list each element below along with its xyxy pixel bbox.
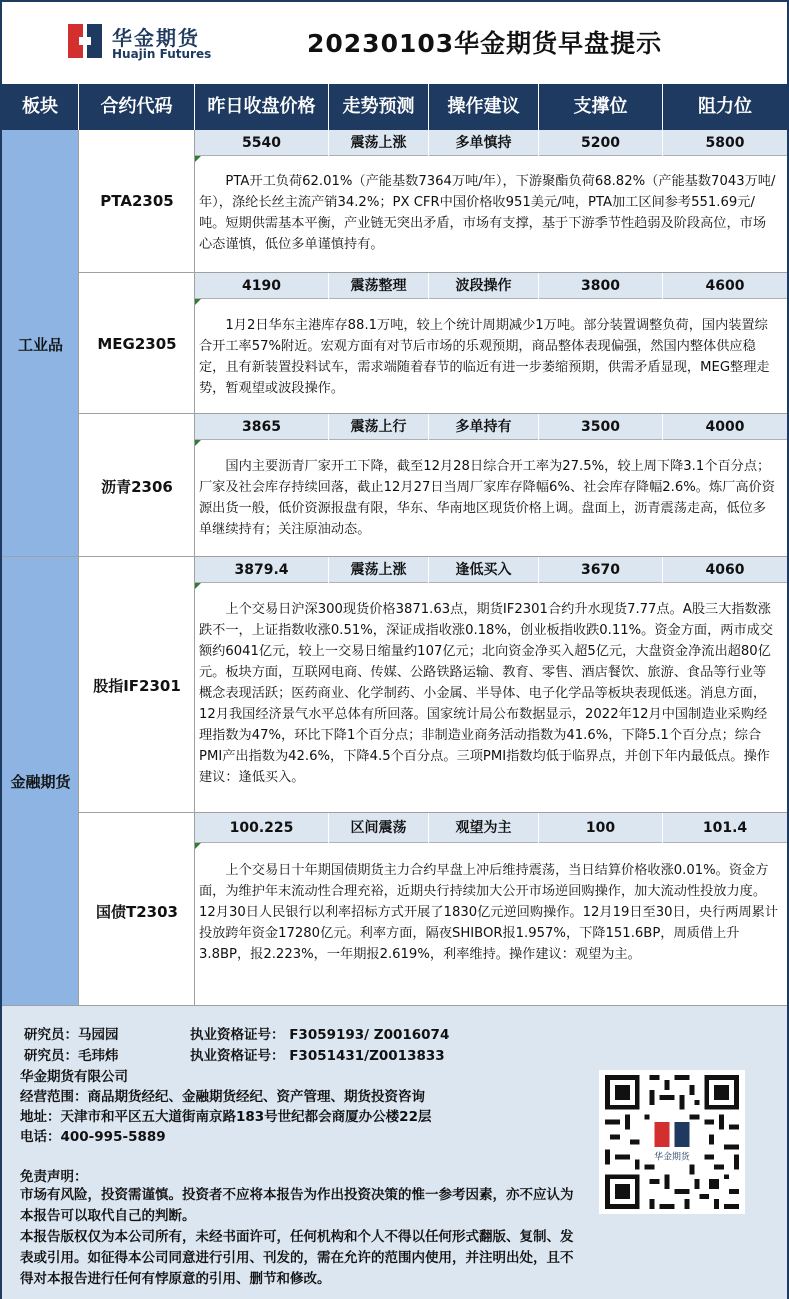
trade-advice: 逢低买入 [429,557,539,583]
contract-cell [79,273,195,414]
qr-code-icon [599,1070,745,1214]
cell-marker-icon [195,440,201,446]
qr-logo-label: 华金期货 [654,1152,690,1163]
trend-forecast: 震荡整理 [329,273,429,299]
support-level: 5200 [539,130,663,156]
trend-forecast: 震荡上行 [329,414,429,440]
report-header [2,2,787,84]
company-address: 地址：天津市和平区五大道街南京路183号世纪都会商厦办公楼22层 [20,1109,432,1125]
col-trend: 走势预测 [329,84,429,130]
trade-advice: 观望为主 [429,813,539,843]
contract-cell [79,813,195,1006]
report-title: 20230103华金期货早盘提示 [307,29,663,58]
table-row [195,130,787,156]
table-row [195,414,787,440]
support-level: 3500 [539,414,663,440]
analysis-note: PTA开工负荷62.01%（产能基数7364万吨/年），下游聚酯负荷68.82%（产能基数7043万吨/年），涤纶长丝主流产销34.2%；PX CFR中国价格收951美元/吨，PTA加工区间参考551.69元/吨。短期供需基本平衡，产业链无突出矛盾，市场有支撑，基于下游季节性趋弱及阶段高位，市场心态谨慎，低位多单谨慎持有。 [195,156,787,273]
table-header [2,84,787,130]
close-price: 100.225 [195,813,329,843]
logo-cn-text: 华金期货 [112,26,200,50]
contract-code: MEG2305 [97,335,177,353]
resistance-level: 5800 [705,135,745,151]
analysis-note: 国内主要沥青厂家开工下降，截至12月28日综合开工率为27.5%，较上周下降3.1个百分点；厂家及社会库存持续回落，截止12月27日当周厂家库存降幅6%、社会库存降幅2.6%。炼厂高价资源出货一般，低价资源报盘有限，华东、华南地区现货价格上调。盘面上，沥青震荡走高，低位多单继续持有；关注原油动态。 [195,440,787,557]
support-level: 3800 [539,273,663,299]
cell-marker-icon [195,299,201,305]
company-logo [66,20,226,66]
company-phone: 电话：400-995-5889 [20,1129,166,1145]
contract-code: 沥青2306 [101,478,173,496]
sector-label: 工业品 [17,336,63,354]
close-price: 5540 [195,130,329,156]
close-price: 4190 [195,273,329,299]
business-scope: 经营范围：商品期货经纪、金融期货经纪、资产管理、期货投资咨询 [20,1089,425,1105]
close-price: 3865 [195,414,329,440]
trend-forecast: 震荡上涨 [329,130,429,156]
close-price: 3879.4 [195,557,329,583]
trend-forecast: 区间震荡 [329,813,429,843]
analysis-note: 上个交易日沪深300现货价格3871.63点，期货IF2301合约升水现货7.77点。A股三大指数涨跌不一，上证指数收涨0.51%，深证成指收涨0.18%，创业板指收跌0.11%。资金方面，两市成交额约6041亿元，较上一交易日缩量约107亿元；北向资金净买入超5亿元，大盘资金净流出超80亿元。板块方面，互联网电商、传媒、公路铁路运输、教育、零售、酒店餐饮、旅游、食品等行业等概念表现活跃；医药商业、化学制药、小金属、半导体、电子化学品等板块表现低迷。消息方面，12月我国经济景气水平总体有所回落。国家统计局公布数据显示，2022年12月中国制造业采购经理指数为47%，环比下降1个百分点；非制造业商务活动指数为41.6%，下降5.1个百分点；综合PMI产出指数为42.6%，下降4.5个百分点。三项PMI指数均低于临界点，并创下年内最低点。操作建议：逢低买入。 [195,583,787,813]
col-resistance: 阻力位 [698,96,752,117]
disclaimer-risk: 市场有风险，投资需谨慎。投资者不应将本报告为作出投资决策的惟一参考因素，亦不应认为本报告可以取代自己的判断。 [20,1187,574,1224]
analyst-1: 研究员：马园园 [24,1027,119,1043]
logo-en-text: Huajin Futures [112,47,212,61]
analyst-2: 研究员：毛玮炜 [24,1048,119,1064]
col-contract: 合约代码 [79,84,195,130]
resistance-level: 4600 [705,278,745,294]
cert-2: 执业资格证号： F3051431/Z0013833 [190,1048,445,1064]
disclaimer-title: 免责声明： [20,1169,88,1185]
col-sector: 板块 [2,84,79,130]
analysis-note: 1月2日华东主港库存88.1万吨，较上个统计周期减少1万吨。部分装置调整负荷，国内装置综合开工率57%附近。宏观方面有对节后市场的乐观预期，商品整体表现偏强，然国内整体供应稳定，且有新装置投料试车，需求端随着春节的临近有进一步萎缩预期，供需矛盾显现，MEG整理走势，暂观望或波段操作。 [195,299,787,414]
resistance-level: 4000 [705,419,745,435]
analysis-note: 上个交易日十年期国债期货主力合约早盘上冲后维持震荡，当日结算价格收涨0.01%。资金方面，为维护年末流动性合理充裕，近期央行持续加大公开市场逆回购操作，加大流动性投放力度。12月30日人民银行以利率招标方式开展了1830亿元逆回购操作。12月19日至30日，央行两周累计投放跨年资金17280亿元。利率方面，隔夜SHIBOR报1.957%，下降151.6BP，周质借上升3.8BP，报2.223%，一年期报2.619%，利率维持。操作建议：观望为主。 [195,843,787,1006]
disclaimer-copyright: 本报告版权仅为本公司所有，未经书面许可，任何机构和个人不得以任何形式翻版、复制、发表或引用。如征得本公司同意进行引用、刊发的，需在允许的范围内使用，并注明出处，且不得对本报告进行任何有悖原意的引用、删节和修改。 [20,1229,574,1287]
huajin-logo-icon [66,22,104,60]
resistance-level: 101.4 [702,820,748,836]
trade-advice: 多单慎持 [429,130,539,156]
col-advice: 操作建议 [429,84,539,130]
contract-code: PTA2305 [100,192,174,210]
contract-cell [79,557,195,813]
trend-forecast: 震荡上涨 [329,557,429,583]
table-row [195,813,787,843]
company-name: 华金期货有限公司 [20,1069,128,1085]
cert-1: 执业资格证号： F3059193/ Z0016074 [190,1027,450,1043]
trade-advice: 多单持有 [429,414,539,440]
contract-code: 国债T2303 [96,903,178,921]
support-level: 3670 [539,557,663,583]
sector-cell-industrial [2,130,79,557]
sector-label: 金融期货 [10,773,71,791]
cell-marker-icon [195,843,201,849]
support-level: 100 [539,813,663,843]
cell-marker-icon [195,156,201,162]
contract-cell [79,130,195,273]
resistance-level: 4060 [705,562,745,578]
col-close: 昨日收盘价格 [195,84,329,130]
trade-advice: 波段操作 [429,273,539,299]
contract-cell [79,414,195,557]
cell-marker-icon [195,583,201,589]
table-row [195,273,787,299]
contract-code: 股指IF2301 [93,677,181,695]
col-support: 支撑位 [539,84,663,130]
sector-cell-financial [2,557,79,1006]
table-row [195,557,787,583]
